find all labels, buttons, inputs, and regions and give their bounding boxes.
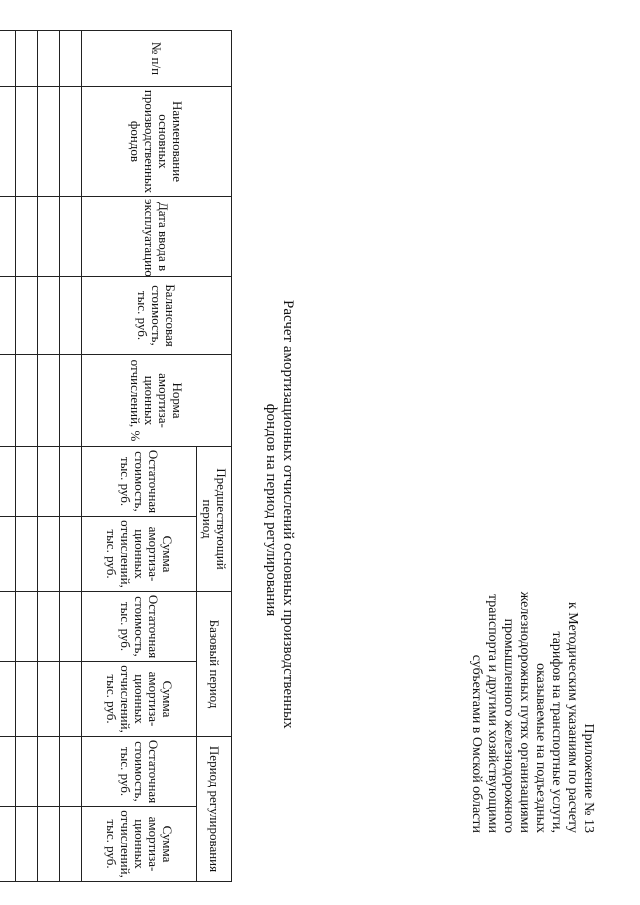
header-residual-regulation: Остаточная стоимость, тыс. руб. — [82, 737, 197, 807]
table-row — [0, 31, 16, 882]
table-cell — [16, 807, 38, 882]
table-cell — [0, 517, 16, 592]
table-cell — [0, 31, 16, 87]
header-residual-base: Остаточная стоимость, тыс. руб. — [82, 592, 197, 662]
header-num: № п/п — [82, 31, 232, 87]
appendix-line: транспорта и другими хозяйствующими — [485, 593, 500, 833]
table-cell — [60, 592, 82, 662]
table-cell — [60, 447, 82, 517]
appendix-line: оказываемые на подъездных — [533, 663, 548, 833]
header-period-base: Базовый период — [197, 592, 232, 737]
table-cell — [16, 737, 38, 807]
appendix-line: тарифов на транспортные услуги, — [549, 631, 564, 833]
header-row-periods — [197, 31, 232, 882]
header-date: Дата ввода в эксплуатацию — [82, 197, 232, 277]
table-cell — [38, 447, 60, 517]
title-line-2: фондов на период регулирования — [263, 403, 279, 617]
table-cell — [0, 662, 16, 737]
table-row — [16, 31, 38, 882]
appendix-line: Приложение № 13 — [581, 723, 596, 833]
table-cell — [16, 277, 38, 355]
table-cell — [16, 31, 38, 87]
table-cell — [16, 592, 38, 662]
table-cell — [0, 807, 16, 882]
table-cell — [60, 517, 82, 592]
table-cell — [0, 197, 16, 277]
appendix-note — [468, 513, 596, 833]
table-cell — [0, 355, 16, 447]
table-cell — [60, 31, 82, 87]
table-cell — [38, 355, 60, 447]
table-cell — [16, 197, 38, 277]
table-cell — [60, 807, 82, 882]
header-period-regulation: Период регулирования — [197, 737, 232, 882]
document-title — [262, 300, 296, 729]
title-line-1: Расчет амортизационных отчислений основных производственных — [280, 300, 296, 729]
table-cell — [16, 517, 38, 592]
table-cell — [38, 807, 60, 882]
table-cell — [0, 592, 16, 662]
header-amount-regulation: Сумма амортиза-ционных отчислений, тыс. руб. — [82, 807, 197, 882]
header-period-previous: Предшествующий период — [197, 447, 232, 592]
table-cell — [38, 31, 60, 87]
appendix-line: субъектами в Омской области — [469, 654, 484, 833]
depreciation-table — [0, 30, 232, 882]
table-cell — [38, 197, 60, 277]
table-row — [38, 31, 60, 882]
table-cell — [38, 277, 60, 355]
appendix-line: железнодорожных путях организациями — [517, 591, 532, 833]
table-cell — [38, 737, 60, 807]
table-cell — [60, 197, 82, 277]
appendix-line: к Методическим указаниям по расчету — [565, 601, 580, 833]
header-amount-base: Сумма амортиза-ционных отчислений, тыс. руб. — [82, 662, 197, 737]
table-row — [60, 31, 82, 882]
table-cell — [16, 87, 38, 197]
table-cell — [60, 87, 82, 197]
header-amount-previous: Сумма амортиза-ционных отчислений, тыс. руб. — [82, 517, 197, 592]
header-name: Наименование основных производственных фондов — [82, 87, 232, 197]
table-cell — [38, 87, 60, 197]
appendix-line: промышленного железнодорожного — [501, 618, 516, 833]
table-cell — [0, 737, 16, 807]
table-cell — [0, 87, 16, 197]
table-cell — [38, 592, 60, 662]
table-cell — [60, 662, 82, 737]
header-residual-previous: Остаточная стоимость, тыс. руб. — [82, 447, 197, 517]
table-cell — [38, 662, 60, 737]
table-cell — [16, 355, 38, 447]
header-rate: Норма амортиза-ционных отчислений, % — [82, 355, 232, 447]
table-cell — [16, 662, 38, 737]
header-balance: Балансовая стоимость, тыс. руб. — [82, 277, 232, 355]
table-cell — [16, 447, 38, 517]
table-cell — [60, 355, 82, 447]
table-cell — [0, 447, 16, 517]
table-cell — [60, 737, 82, 807]
table-cell — [0, 277, 16, 355]
table-cell — [60, 277, 82, 355]
table-cell — [38, 517, 60, 592]
